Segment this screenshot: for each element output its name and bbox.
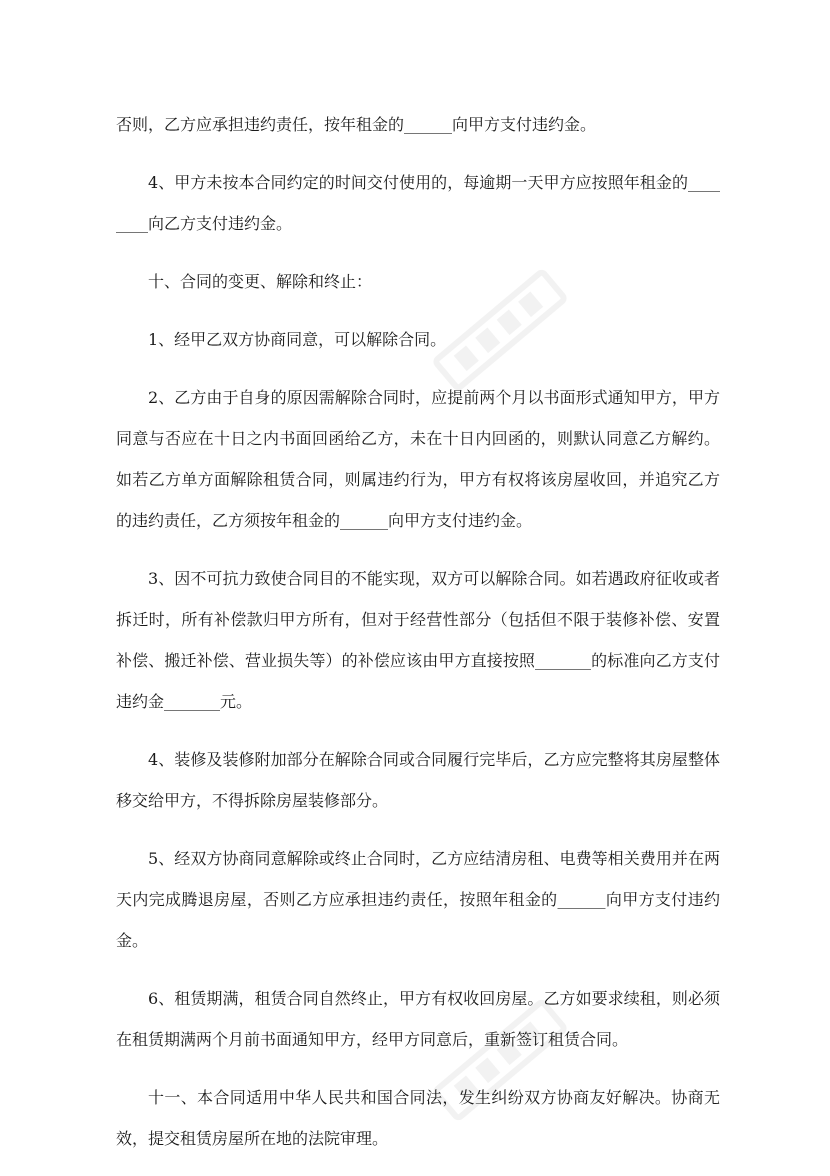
paragraph-clause-6: 6、租赁期满，租赁合同自然终止，甲方有权收回房屋。乙方如要求续租，则必须在租赁期满两个月前书面通知甲方，经甲方同意后，重新签订租赁合同。 <box>116 989 720 1049</box>
paragraph-continuation: 否则，乙方应承担违约责任，按年租金的______向甲方支付违约金。 <box>116 115 597 134</box>
paragraph-clause-3: 3、因不可抗力致使合同目的不能实现，双方可以解除合同。如若遇政府征收或者拆迁时，所有补偿款归甲方所有，但对于经营性部分（包括但不限于装修补偿、安置补偿、搬迁补偿、营业损失等）的补偿应该由甲方直接按照_______的标准向乙方支付违约金_______元。 <box>116 569 720 711</box>
paragraph-clause-4b: 4、装修及装修附加部分在解除合同或合同履行完毕后，乙方应完整将其房屋整体移交给甲方，不得拆除房屋装修部分。 <box>116 750 720 810</box>
paragraph-clause-1: 1、经甲乙双方协商同意，可以解除合同。 <box>148 330 447 349</box>
paragraph-clause-2: 2、乙方由于自身的原因需解除合同时，应提前两个月以书面形式通知甲方，甲方同意与否应在十日之内书面回函给乙方，未在十日内回函的，则默认同意乙方解约。如若乙方单方面解除租赁合同，则属违约行为，甲方有权将该房屋收回，并追究乙方的违约责任，乙方须按年租金的______向甲方支付违约金。 <box>116 388 720 530</box>
section-heading-10: 十、合同的变更、解除和终止： <box>148 272 373 291</box>
section-heading-11: 十一、本合同适用中华人民共和国合同法，发生纠纷双方协商友好解决。协商无效，提交租赁房屋所在地的法院审理。 <box>116 1088 720 1148</box>
paragraph-clause-4: 4、甲方未按本合同约定的时间交付使用的，每逾期一天甲方应按照年租金的________向乙方支付违约金。 <box>116 173 720 233</box>
paragraph-clause-5: 5、经双方协商同意解除或终止合同时，乙方应结清房租、电费等相关费用并在两天内完成腾退房屋，否则乙方应承担违约责任，按照年租金的______向甲方支付违约金。 <box>116 849 720 950</box>
document-body <box>116 104 720 1176</box>
